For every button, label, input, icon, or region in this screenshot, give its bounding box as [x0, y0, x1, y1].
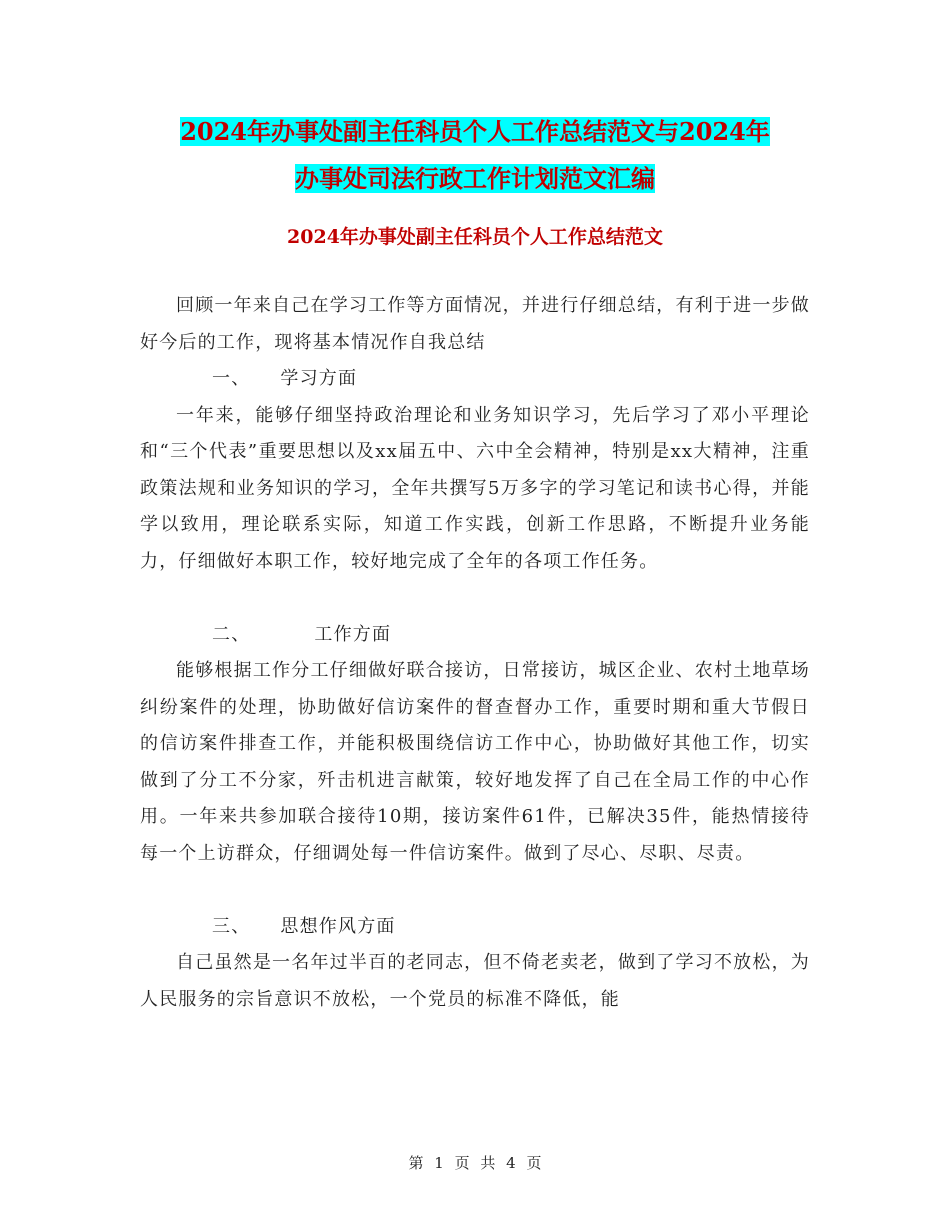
section-heading-text-2: 工作方面 [314, 623, 392, 645]
page-footer: 第 1 页 共 4 页 [408, 1154, 542, 1172]
section-heading-text-3: 思想作风方面 [280, 915, 396, 937]
section-heading-2 [140, 617, 810, 654]
section-heading-text-1: 学习方面 [280, 368, 358, 389]
section-number-1: 一、 [212, 368, 251, 389]
section-number-2: 二、 [212, 623, 251, 645]
title-line-1: 2024年办事处副主任科员个人工作总结范文与2024年 [180, 117, 770, 146]
section-paragraph-3: 自己虽然是一名年过半百的老同志，但不倚老卖老，做到了学习不放松，为人民服务的宗旨意识不放松，一个党员的标准不降低，能 [140, 952, 810, 1010]
document-body [140, 288, 810, 1018]
intro-paragraph: 回顾一年来自己在学习工作等方面情况，并进行仔细总结，有利于进一步做好今后的工作，现将基本情况作自我总结 [140, 295, 810, 353]
paragraph-spacer [140, 580, 810, 617]
section-paragraph-1: 一年来，能够仔细坚持政治理论和业务知识学习，先后学习了邓小平理论和“三个代表”重要思想以及xx届五中、六中全会精神，特别是xx大精神，注重政策法规和业务知识的学习，全年共撰写5万多字的学习笔记和读书心得，并能学以致用，理论联系实际，知道工作实践，创新工作思路，不断提升业务能力，仔细做好本职工作，较好地完成了全年的各项工作任务。 [140, 404, 810, 572]
section-heading-1 [140, 361, 810, 398]
document-title [140, 108, 810, 202]
title-line-2: 办事处司法行政工作计划范文汇编 [295, 164, 655, 193]
section-subtitle: 2024年办事处副主任科员个人工作总结范文 [287, 226, 663, 248]
section-paragraph-2: 能够根据工作分工仔细做好联合接访，日常接访，城区企业、农村土地草场纠纷案件的处理，协助做好信访案件的督查督办工作，重要时期和重大节假日的信访案件排查工作，并能积极围绕信访工作中心，协助做好其他工作，切实做到了分工不分家，歼击机进言献策，较好地发挥了自己在全局工作的中心作用。一年来共参加联合接待10期，接访案件61件，已解决35件，能热情接待每一个上访群众，仔细调处每一件信访案件。做到了尽心、尽职、尽责。 [140, 660, 810, 864]
section-number-3: 三、 [212, 915, 251, 937]
section-heading-3 [140, 909, 810, 946]
paragraph-spacer [140, 872, 810, 909]
